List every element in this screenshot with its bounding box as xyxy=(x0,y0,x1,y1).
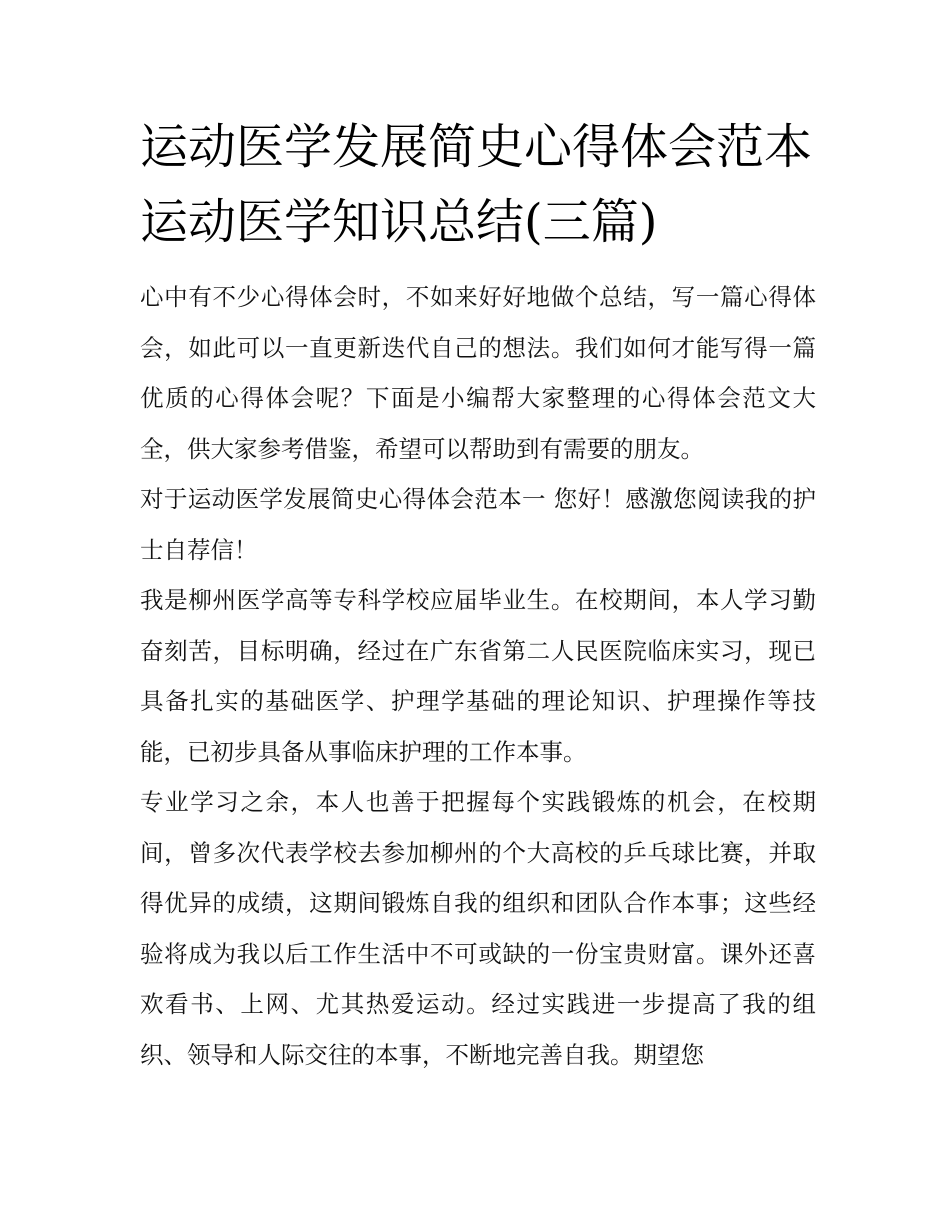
paragraph-extracurricular: 专业学习之余，本人也善于把握每个实践锻炼的机会，在校期间，曾多次代表学校去参加柳州的个大高校的乒乓球比赛，并取得优异的成绩，这期间锻炼自我的组织和团队合作本事；这些经验将成为我以后工作生活中不可或缺的一份宝贵财富。课外还喜欢看书、上网、尤其热爱运动。经过实践进一步提高了我的组织、领导和人际交往的本事，不断地完善自我。期望您 xyxy=(140,788,816,1069)
document-body xyxy=(140,110,816,1080)
document-title: 运动医学发展简史心得体会范本 运动医学知识总结(三篇) xyxy=(140,119,813,250)
paragraph-self-introduction: 我是柳州医学高等专科学校应届毕业生。在校期间，本人学习勤奋刻苦，目标明确，经过在广东省第二人民医院临床实习，现已具备扎实的基础医学、护理学基础的理论知识、护理操作等技能，已初步具备从事临床护理的工作本事。 xyxy=(140,586,816,766)
paragraph-intro: 心中有不少心得体会时，不如来好好地做个总结，写一篇心得体会，如此可以一直更新迭代自己的想法。我们如何才能写得一篇优质的心得体会呢？下面是小编帮大家整理的心得体会范文大全，供大家参考借鉴，希望可以帮助到有需要的朋友。 xyxy=(140,283,816,463)
paragraph-section-one-opening: 对于运动医学发展简史心得体会范本一 您好！感激您阅读我的护士自荐信！ xyxy=(140,485,816,564)
